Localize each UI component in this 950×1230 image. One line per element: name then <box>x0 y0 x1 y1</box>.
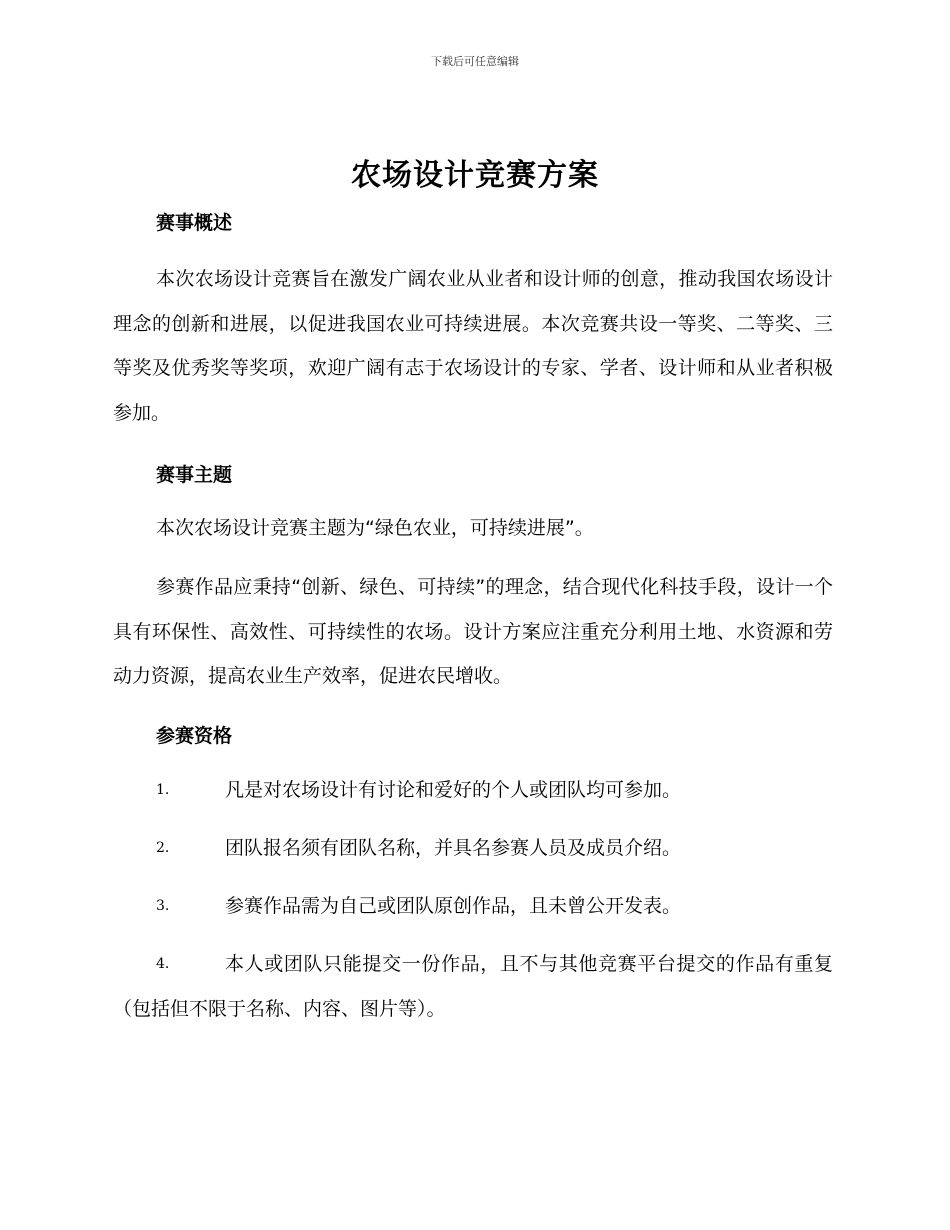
paragraph-overview: 本次农场设计竞赛旨在激发广阔农业从业者和设计师的创意，推动我国农场设计理念的创新和进展，以促进我国农业可持续进展。本次竞赛共设一等奖、二等奖、三等奖及优秀奖等奖项，欢迎广阔有志于农场设计的专家、学者、设计师和从业者积极参加。 <box>113 268 833 424</box>
section-heading-overview: 赛事概述 <box>156 212 233 234</box>
list-item-text: 本人或团队只能提交一份作品，且不与其他竞赛平台提交的作品有重复（包括但不限于名称、内容、图片等）。 <box>113 953 833 1020</box>
list-item-number: 3. <box>156 898 170 914</box>
list-item-text: 团队报名须有团队名称，并具名参赛人员及成员介绍。 <box>225 837 682 859</box>
page-header: 下载后可任意编辑 <box>431 55 519 68</box>
paragraph-theme-1: 本次农场设计竞赛主题为“绿色农业，可持续进展”。 <box>156 517 594 539</box>
section-heading-theme: 赛事主题 <box>156 464 233 486</box>
list-item-number: 4. <box>156 956 170 972</box>
list-item <box>113 942 833 1031</box>
list-item-text: 参赛作品需为自己或团队原创作品，且未曾公开发表。 <box>225 895 682 917</box>
list-item-number: 1. <box>156 782 170 798</box>
list-item <box>113 826 833 871</box>
document-title: 农场设计竞赛方案 <box>351 158 599 193</box>
list-item-text: 凡是对农场设计有讨论和爱好的个人或团队均可参加。 <box>225 779 682 801</box>
list-item <box>113 884 833 929</box>
paragraph-theme-2: 参赛作品应秉持“创新、绿色、可持续”的理念，结合现代化科技手段，设计一个具有环保性、高效性、可持续性的农场。设计方案应注重充分利用土地、水资源和劳动力资源，提高农业生产效率，促进农民增收。 <box>113 576 833 687</box>
list-item <box>113 768 833 813</box>
list-item-number: 2. <box>156 840 170 856</box>
section-heading-eligibility: 参赛资格 <box>156 725 233 747</box>
